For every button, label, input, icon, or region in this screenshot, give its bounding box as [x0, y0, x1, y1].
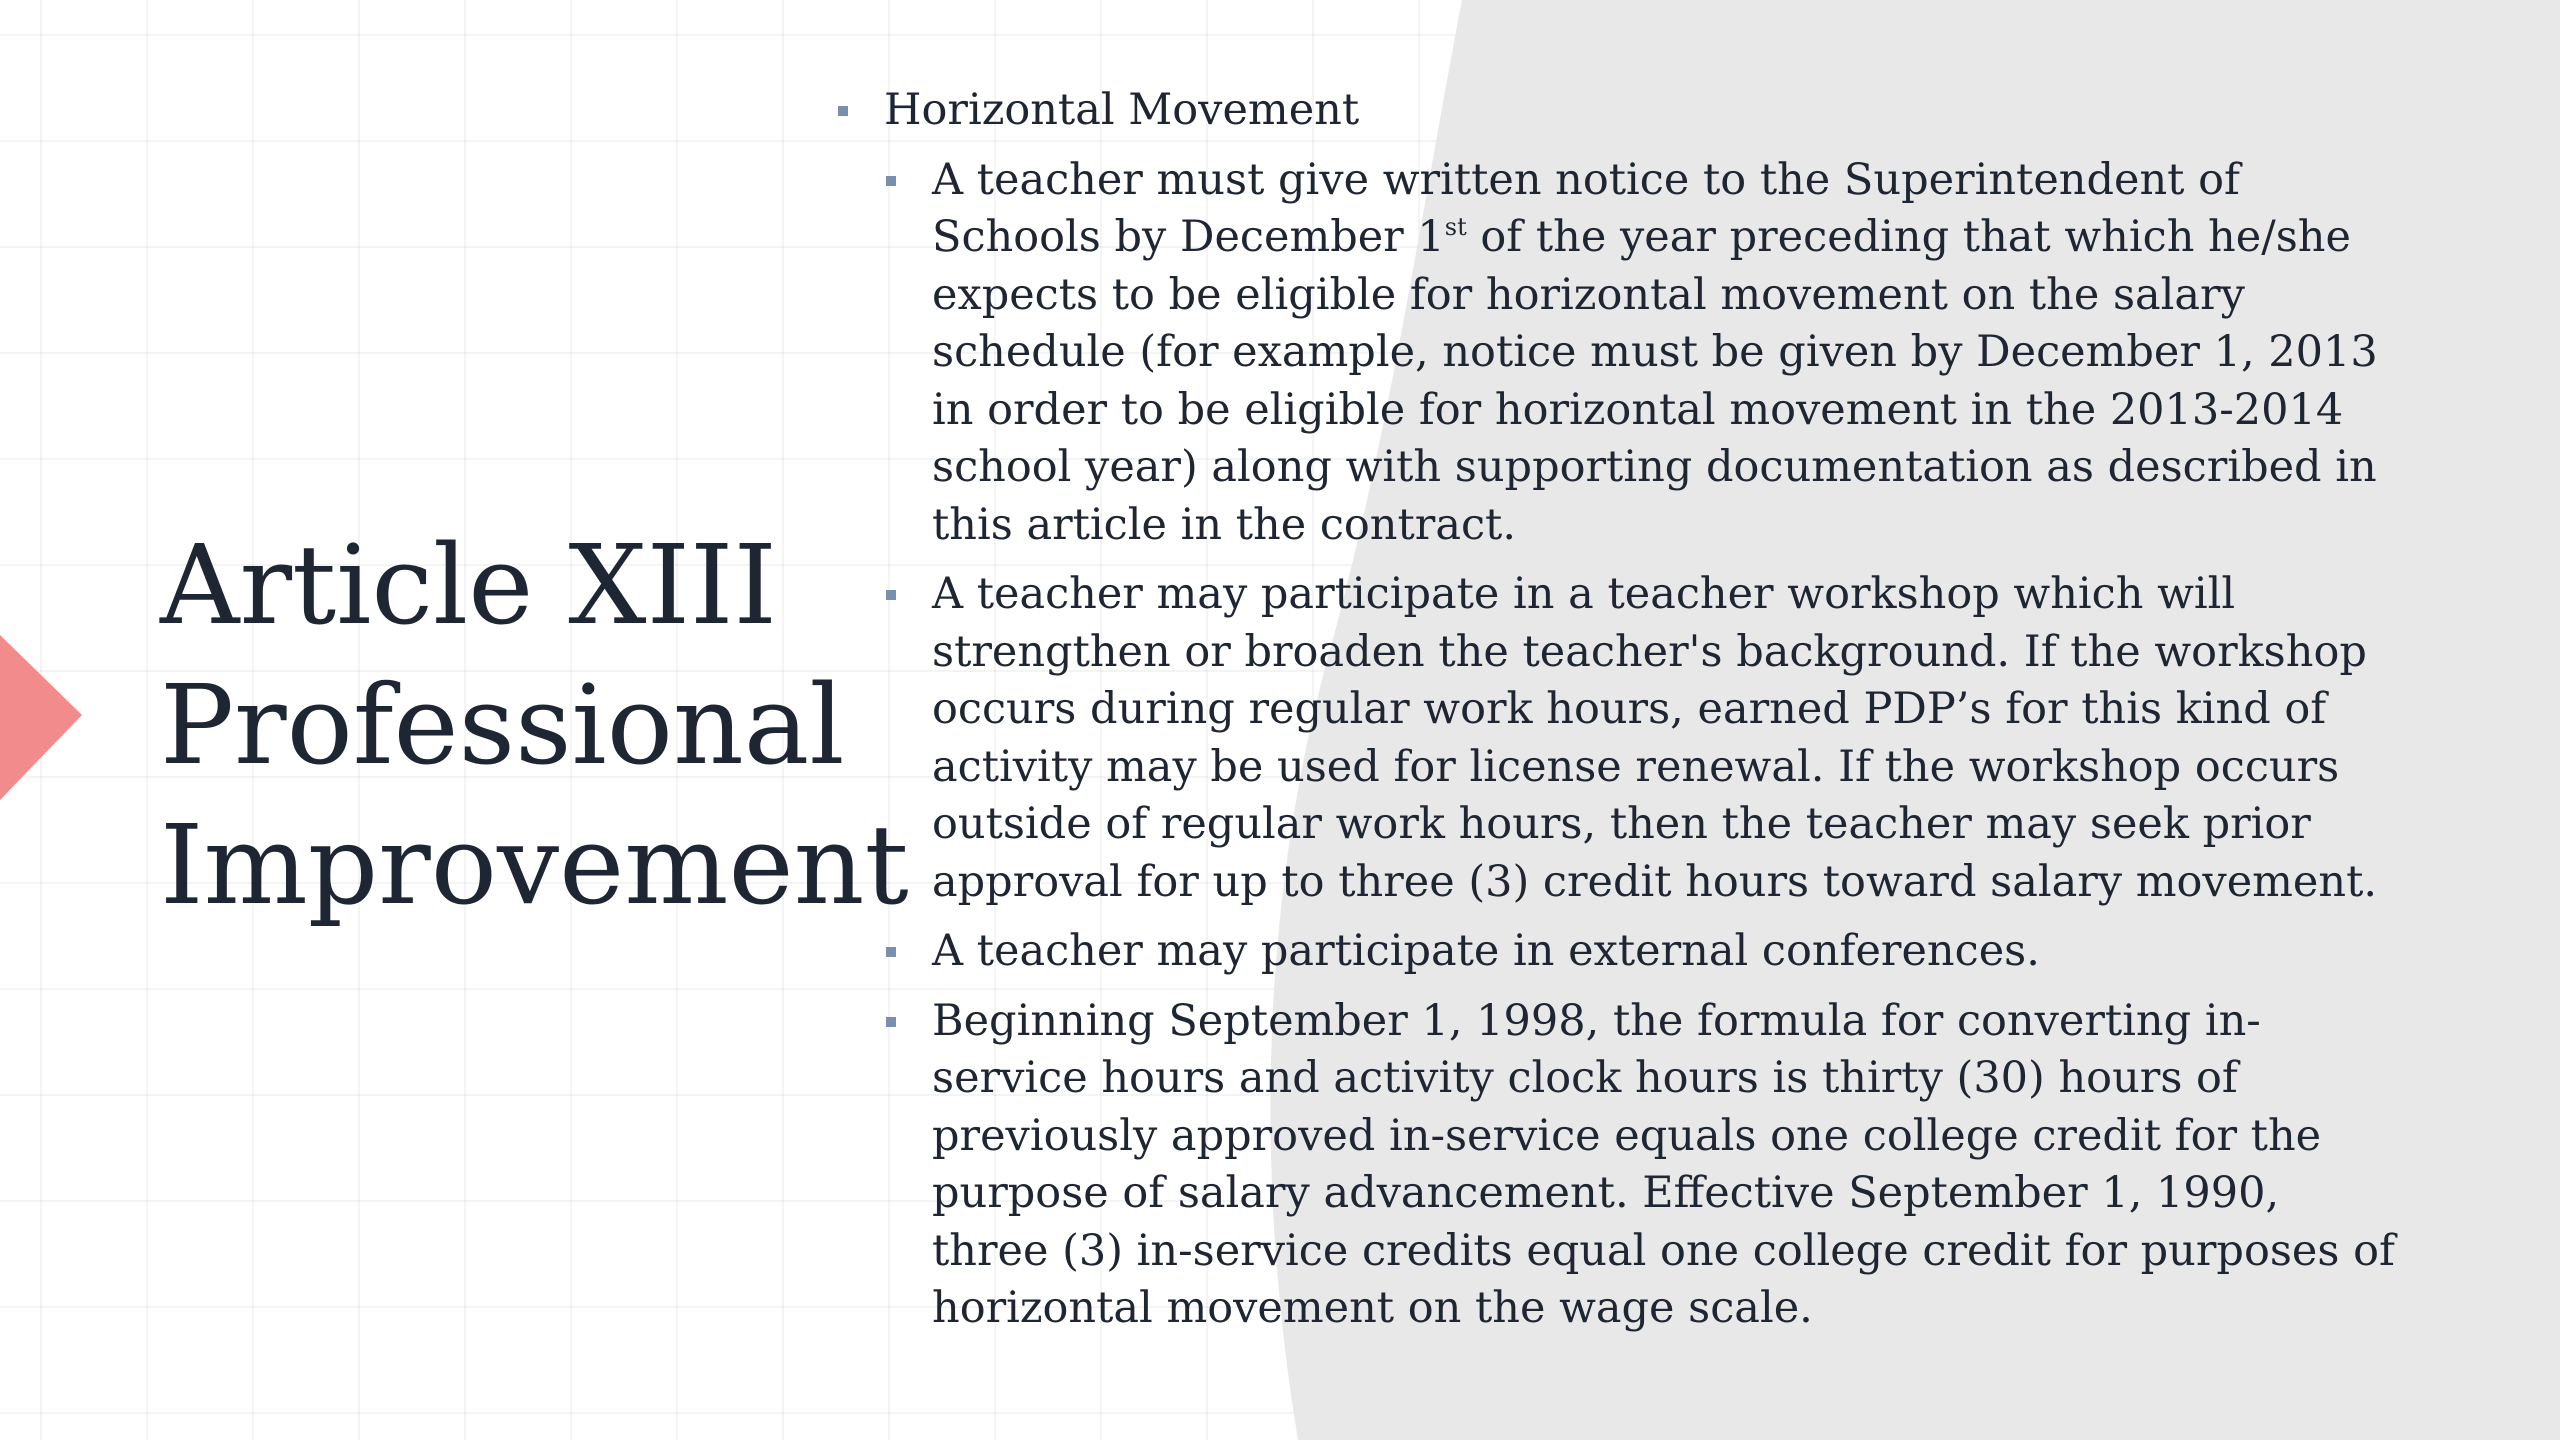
- bullet-text-1b: of the year preceding that which he/she expects to be eligible for horizontal movement on the salary schedule (for example, notice must be given by December 1, 2013 in order to be eligible for horizontal movement in the 2013-2014 school year) along with supporting documentation as described in this article in the contract.: [932, 212, 2378, 550]
- heading-text: Horizontal Movement: [884, 85, 1360, 135]
- bullet-marker: [886, 1017, 896, 1027]
- bullet-text-2: A teacher may participate in a teacher workshop which will strengthen or broaden the teacher's background. If the workshop occurs during regular work hours, earned PDP’s for this kind of activity may be used for license renewal. If the workshop occurs outside of regular work hours, then the teacher may seek prior approval for up to three (3) credit hours toward salary movement.: [932, 569, 2378, 907]
- slide-content: [838, 82, 2398, 1350]
- title-line-3: Improvement: [160, 801, 909, 929]
- bullet-item-2: [838, 566, 2398, 911]
- bullet-text-3: A teacher may participate in external conferences.: [932, 926, 2040, 976]
- title-line-1: Article XIII: [160, 521, 777, 649]
- bullet-marker: [886, 590, 896, 600]
- bullet-marker: [886, 947, 896, 957]
- bullet-text-4: Beginning September 1, 1998, the formula for converting in-service hours and activity clock hours is thirty (30) hours of previously approved in-service equals one college credit for the purpose of salary advancement. Effective September 1, 1990, three (3) in-service credits equal one college credit for purposes of horizontal movement on the wage scale.: [932, 995, 2395, 1333]
- bullet-item-4: [838, 993, 2398, 1338]
- bullet-list: [838, 82, 2398, 1338]
- bullet-marker: [838, 106, 848, 116]
- bullet-heading: [838, 82, 2398, 140]
- bullet-item-3: [838, 923, 2398, 981]
- bullet-item-1: [838, 152, 2398, 555]
- bullet-marker: [886, 176, 896, 186]
- title-line-2: Professional: [160, 661, 845, 789]
- bullet-text-1-superscript: st: [1444, 213, 1467, 241]
- slide-title: [160, 515, 909, 935]
- bullet-text-1a: A teacher must give written notice to the Superintendent of Schools by December 1: [932, 154, 2240, 262]
